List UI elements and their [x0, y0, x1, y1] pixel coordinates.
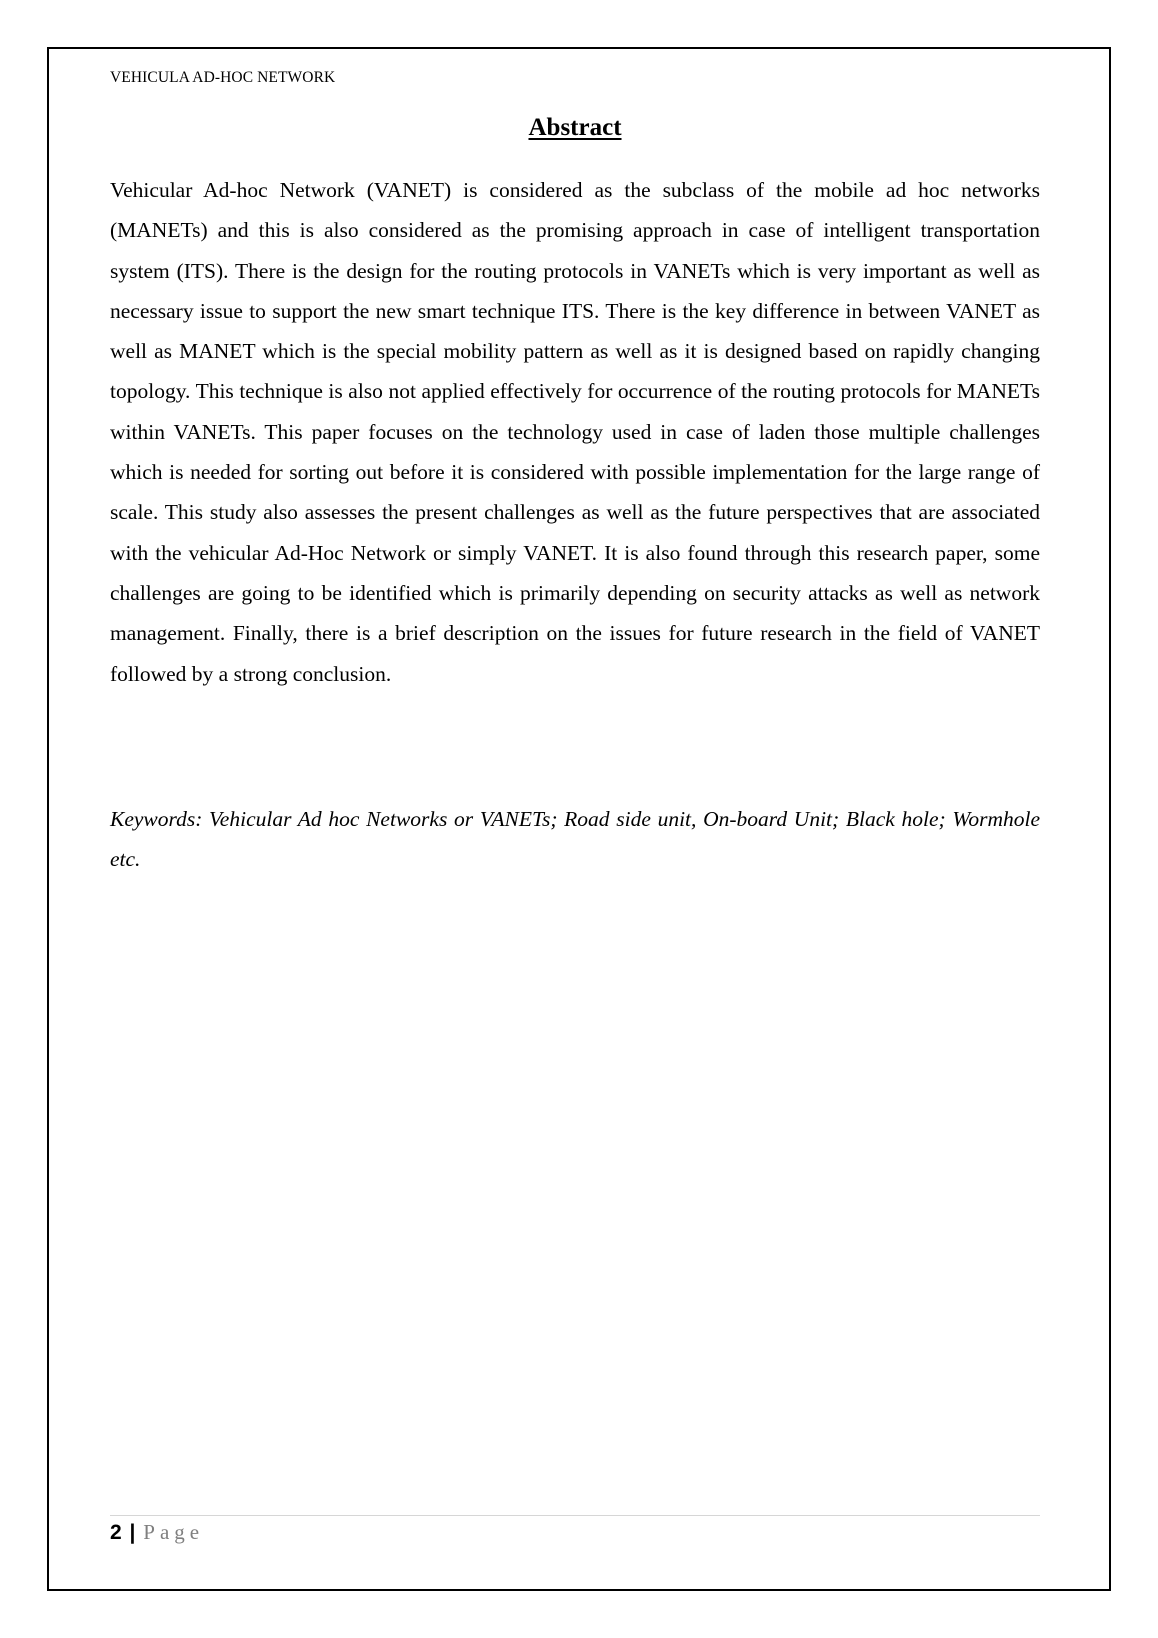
footer-rule — [110, 1515, 1040, 1516]
page-label: Page — [143, 1520, 205, 1544]
abstract-title: Abstract — [528, 114, 622, 141]
keywords: Keywords: Vehicular Ad hoc Networks or VANETs; Road side unit, On-board Unit; Black hole; Wormhole etc. — [110, 807, 1040, 872]
page-separator: | — [129, 1521, 136, 1544]
abstract-body: Vehicular Ad-hoc Network (VANET) is considered as the subclass of the mobile ad hoc networks (MANETs) and this is also considered as the promising approach in case of intelligent transportation system (ITS). There is the design for the routing protocols in VANETs which is very important as well as necessary issue to support the new smart technique ITS. There is the key difference in between VANET as well as MANET which is the special mobility pattern as well as it is designed based on rapidly changing topology. This technique is also not applied effectively for occurrence of the routing protocols for MANETs within VANETs. This paper focuses on the technology used in case of laden those multiple challenges which is needed for sorting out before it is considered with possible implementation for the large range of scale. This study also assesses the present challenges as well as the future perspectives that are associated with the vehicular Ad-Hoc Network or simply VANET. It is also found through this research paper, some challenges are going to be identified which is primarily depending on security attacks as well as network management. Finally, there is a brief description on the issues for future research in the field of VANET followed by a strong conclusion. — [110, 178, 1040, 686]
page-footer — [110, 1520, 204, 1545]
running-header: VEHICULA AD-HOC NETWORK — [110, 69, 336, 86]
page-number: 2 — [110, 1521, 122, 1544]
